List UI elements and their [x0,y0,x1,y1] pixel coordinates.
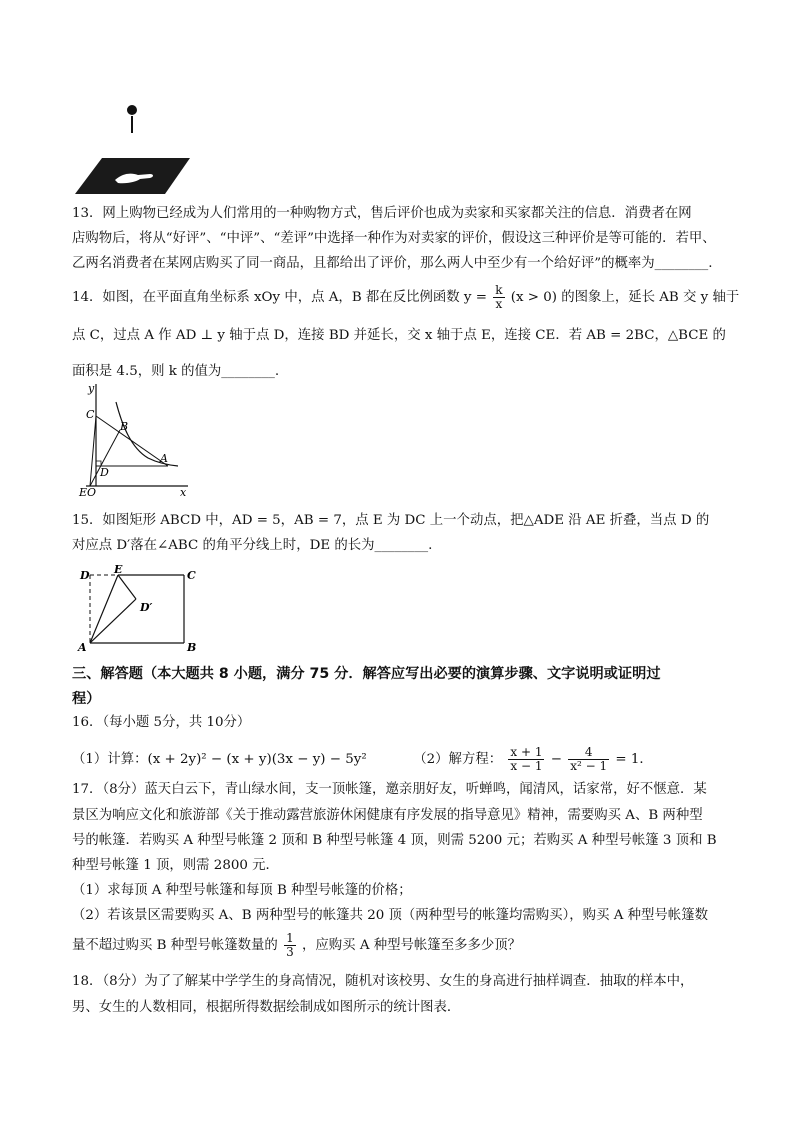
q13-line-1: 13．网上购物已经成为人们常用的一种购物方式，售后评价也成为卖家和买家都关注的信息．消费者在网 [72,206,692,221]
label-x: x [180,486,187,498]
label-D: D [80,569,90,582]
q17-frac-num: 1 [286,931,294,945]
fold-AE [90,575,118,643]
q14-line-1-pre: 14．如图，在平面直角坐标系 xOy 中，点 A，B 都在反比例函数 y = [72,290,487,305]
q16-f1-num: x + 1 [510,745,543,759]
q16-part-2-post: = 1． [615,752,653,767]
q14-fraction [493,284,504,311]
q14-figure [76,380,196,498]
label-C: C [187,569,196,582]
q14-line-1-post: (x > 0) 的图象上，延长 AB 交 y 轴于 [510,290,740,305]
hand-plane-figure [70,98,200,198]
q16-parts [72,746,653,773]
section-3-heading: 三、解答题（本大题共 8 小题，满分 75 分．解答应写出必要的演算步骤、文字说明或证明过 [72,666,661,682]
q14-line-2: 点 C，过点 A 作 AD ⊥ y 轴于点 D，连接 BD 并延长，交 x 轴于点 E，连接 CE．若 AB = 2BC，△BCE 的 [72,328,726,343]
q16-f2-num: 4 [568,746,609,760]
label-E: E [114,563,123,576]
label-B: B [120,420,129,433]
section-3-heading-cont: 程） [72,691,101,707]
q16-head: 16．（每小题 5分，共 10分） [72,715,251,730]
label-A: A [78,641,87,654]
q16-part-1: （1）计算：(x + 2y)² − (x + y)(3x − y) − 5y² [72,752,367,767]
label-B: B [187,641,197,654]
q13-line-3: 乙两名消费者在某网店购买了同一商品，且都给出了评价，那么两人中至少有一个给好评”的概率为________. [72,256,713,271]
q17-sub-2b-pre: 量不超过购买 B 种型号帐篷数量的 [72,938,278,953]
q17-sub-2: （2）若该景区需要购买 A、B 两种型号的帐篷共 20 顶（两种型号的帐篷均需购买），购买 A 种型号帐篷数 [72,908,708,923]
q14-line-3: 面积是 4.5，则 k 的值为________. [72,364,280,379]
q14-frac-den: x [495,297,503,311]
label-EO: EO [79,486,97,498]
q17-sub-1: （1）求每顶 A 种型号帐篷和每顶 B 种型号帐篷的价格； [72,883,412,898]
q17-fraction [284,932,296,959]
q17-sub-2b-post: ，应购买 A 种型号帐篷至多多少顶？ [302,938,522,953]
q15-line-2: 对应点 D′落在∠ABC 的角平分线上时，DE 的长为________. [72,538,433,553]
q17-sub-2b [72,932,521,959]
label-D-prime: D′ [140,601,153,614]
q16-part-2-pre: （2）解方程： [413,752,503,767]
line-CA [96,416,168,466]
line-ED-prime [118,575,136,599]
q17-line-4: 种型号帐篷 1 顶，则需 2800 元． [72,858,279,873]
label-A: A [160,452,168,465]
q16-fraction-1 [508,746,544,773]
line-AD-prime [90,599,136,643]
q16-f2-den: x² − 1 [570,759,608,773]
label-C: C [86,408,95,421]
q16-f1-den: x − 1 [510,759,543,773]
q17-frac-den: 3 [286,945,294,959]
point-dot [127,105,137,115]
q14-line-1 [72,284,739,311]
q15-line-1: 15．如图矩形 ABCD 中，AD = 5，AB = 7，点 E 为 DC 上一个动点，把△ADE 沿 AE 折叠，当点 D 的 [72,513,710,528]
q13-line-2: 店购物后，将从“好评”、“中评”、“差评”中选择一种作为对卖家的评价，假设这三种评价是等可能的．若甲、 [72,231,716,246]
label-y: y [88,382,95,395]
hyperbola-curve [116,402,178,466]
q16-minus: − [550,752,562,767]
q18-line-1: 18．（8分）为了了解某中学学生的身高情况，随机对该校男、女生的身高进行抽样调查．抽取的样本中， [72,974,694,989]
q14-frac-num: k [495,283,503,297]
q17-line-3: 号的帐篷．若购买 A 种型号帐篷 2 顶和 B 种型号帐篷 4 顶，则需 5200 元；若购买 A 种型号帐篷 3 顶和 B [72,833,717,848]
q18-line-2: 男、女生的人数相同，根据所得数据绘制成如图所示的统计图表． [72,1000,461,1015]
q17-line-2: 景区为响应文化和旅游部《关于推动露营旅游休闲健康有序发展的指导意见》精神，需要购买 A、B 两种型 [72,808,703,823]
q16-fraction-2 [568,746,609,773]
q17-line-1: 17．（8分）蓝天白云下，青山绿水间，支一顶帐篷，邀亲朋好友，听蝉鸣，闻清风，话家常，好不惬意．某 [72,782,707,797]
label-D: D [100,466,109,479]
q15-figure [74,563,206,655]
